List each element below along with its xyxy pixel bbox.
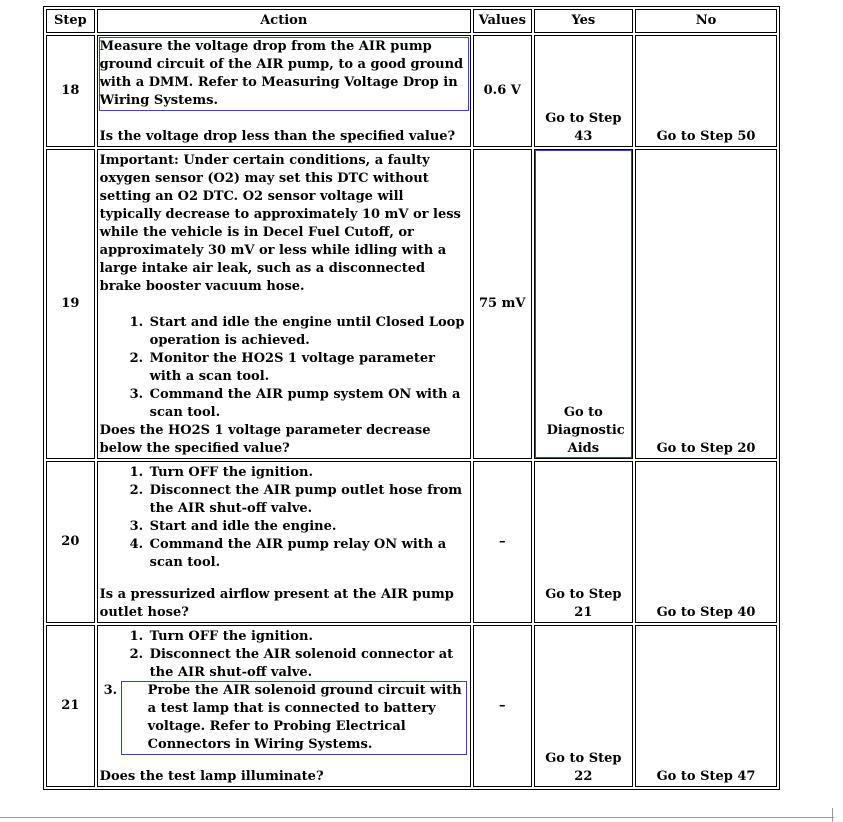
value-cell: – (473, 461, 532, 623)
action-question: Is the voltage drop less than the specified value? (99, 129, 456, 144)
list-item: 1. Turn OFF the ignition. (148, 464, 468, 482)
list-item: 1. Turn OFF the ignition. (148, 628, 468, 646)
list-item: 2. Disconnect the AIR solenoid connector at the AIR shut-off valve. (148, 646, 468, 682)
procedure-list (100, 314, 468, 422)
action-intro: Measure the voltage drop from the AIR pump ground circuit of the AIR pump, to a good ground with a DMM. Refer to Measuring Voltage Drop in Wiring Systems. (100, 38, 468, 110)
procedure-list (100, 628, 468, 754)
list-item: 3. Command the AIR pump system ON with a scan tool. (148, 386, 468, 422)
header-step: Step (46, 9, 95, 33)
header-row (46, 9, 777, 33)
list-item: 4. Command the AIR pump relay ON with a scan tool. (148, 536, 468, 572)
important-note: Important: Under certain conditions, a faulty oxygen sensor (O2) may set this DTC without setting an O2 DTC. O2 sensor voltage will typically decrease to approximately 10 mV or less while the vehicle is in Decel Fuel Cutoff, or approximately 30 mV or less while idling with a large intake air leak, such as a disconnected brake booster vacuum hose. (99, 153, 461, 294)
list-item: 3. Probe the AIR solenoid ground circuit with a test lamp that is connected to battery voltage. Refer to Probing Electrical Connectors in Wiring Systems. (122, 682, 466, 754)
list-item: 2. Disconnect the AIR pump outlet hose from the AIR shut-off valve. (148, 482, 468, 518)
header-values: Values (473, 9, 532, 33)
header-no: No (635, 9, 777, 33)
yes-cell[interactable]: Go to Step 43 (534, 35, 633, 147)
no-cell[interactable]: Go to Step 20 (635, 149, 777, 459)
yes-cell[interactable]: Go to Step 21 (534, 461, 633, 623)
list-item: 1. Start and idle the engine until Closed Loop operation is achieved. (148, 314, 468, 350)
action-question: Does the test lamp illuminate? (99, 769, 324, 784)
action-cell (97, 35, 471, 147)
action-cell (97, 625, 471, 787)
value-cell: – (473, 625, 532, 787)
step-number: 20 (46, 461, 95, 623)
list-item: 2. Monitor the HO2S 1 voltage parameter with a scan tool. (148, 350, 468, 386)
no-cell[interactable]: Go to Step 50 (635, 35, 777, 147)
value-cell: 0.6 V (473, 35, 532, 147)
table-row-step-18 (46, 35, 777, 147)
table-row-step-19 (46, 149, 777, 459)
no-cell[interactable]: Go to Step 40 (635, 461, 777, 623)
header-yes: Yes (534, 9, 633, 33)
page-edge-marker (832, 808, 833, 822)
yes-cell[interactable]: Go to Step 22 (534, 625, 633, 787)
step-number: 18 (46, 35, 95, 147)
list-item: 3. Start and idle the engine. (148, 518, 468, 536)
procedure-list (100, 464, 468, 572)
table-row-step-20 (46, 461, 777, 623)
step-number: 21 (46, 625, 95, 787)
no-cell[interactable]: Go to Step 47 (635, 625, 777, 787)
header-action: Action (97, 9, 471, 33)
action-question: Does the HO2S 1 voltage parameter decrease below the specified value? (99, 423, 431, 456)
action-cell (97, 461, 471, 623)
yes-cell[interactable]: Go to Diagnostic Aids (534, 149, 633, 459)
value-cell: 75 mV (473, 149, 532, 459)
step-number: 19 (46, 149, 95, 459)
page-divider (0, 817, 834, 818)
table-row-step-21 (46, 625, 777, 787)
action-question: Is a pressurized airflow present at the AIR pump outlet hose? (99, 587, 454, 620)
diagnostic-table (43, 6, 780, 790)
action-cell (97, 149, 471, 459)
